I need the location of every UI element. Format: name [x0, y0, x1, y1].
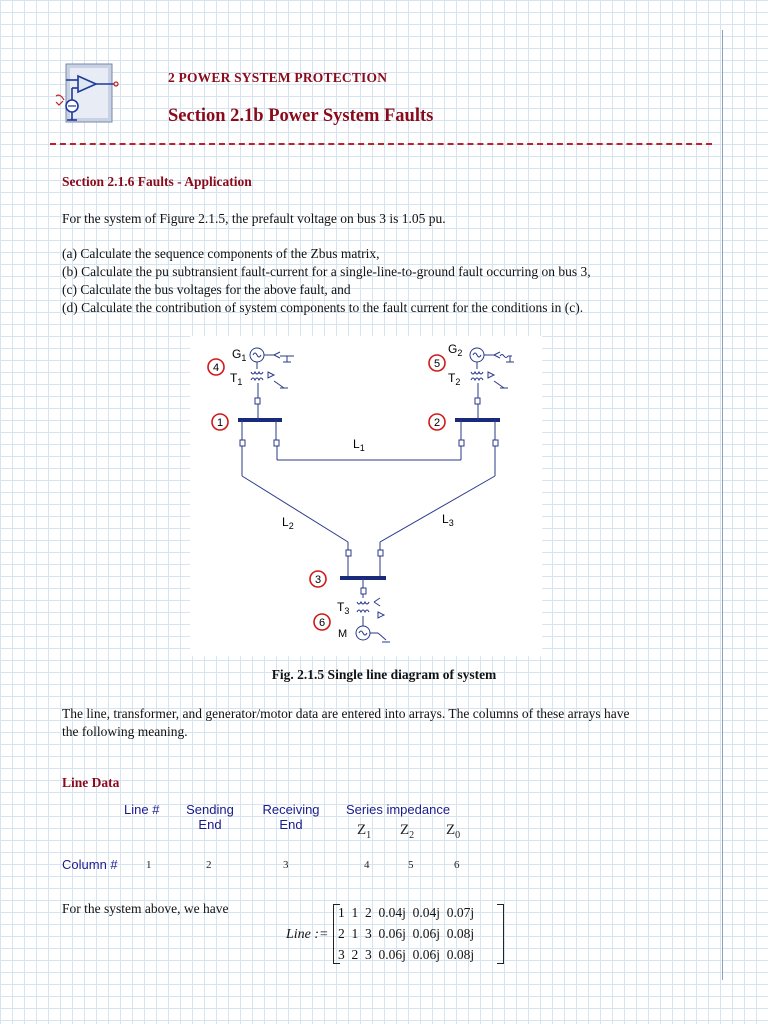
column-number: 4: [364, 859, 370, 871]
l1-label: L: [353, 437, 360, 451]
matrix-row: 2 1 3 0.06j 0.06j 0.08j: [338, 926, 475, 941]
task-b: (b) Calculate the pu subtransient fault-current for a single-line-to-ground fault occurring on bus 3,: [62, 264, 591, 279]
page-right-border: [722, 30, 723, 980]
matrix-row: 3 2 3 0.06j 0.06j 0.08j: [338, 947, 475, 962]
matrix-row: 1 1 2 0.04j 0.04j 0.07j: [338, 905, 475, 920]
subsection-heading: Section 2.1.6 Faults - Application: [62, 174, 252, 189]
g1-label: G: [232, 347, 242, 361]
t3-label: T: [337, 600, 345, 614]
z2-symbol: $Z_2$: [400, 822, 415, 841]
bus-1-number: 1: [216, 417, 224, 429]
t2-label: T: [448, 371, 456, 385]
chapter-heading: 2 POWER SYSTEM PROTECTION: [168, 70, 388, 85]
svg-text:L2: $L_2$: [282, 515, 294, 531]
svg-text:G2: $G_2$: [448, 342, 463, 358]
svg-text:L3: $L_3$: [442, 512, 454, 528]
svg-text:T2: $T_2$: [448, 371, 461, 387]
bus-2-number: 2: [433, 417, 441, 429]
line-matrix: [338, 902, 474, 965]
header-line-number: Line #: [124, 802, 160, 817]
element-4-number: 4: [212, 362, 220, 374]
matrix-right-bracket: [497, 904, 504, 964]
z0-symbol: $Z_0$: [446, 822, 461, 841]
svg-text:T1: $T_1$: [230, 371, 243, 387]
header-sending-end: Sending End: [186, 802, 234, 832]
svg-text:T3: $T_3$: [337, 600, 350, 616]
header-divider: [50, 143, 712, 145]
line-data-heading: Line Data: [62, 775, 120, 790]
element-5-number: 5: [433, 358, 441, 370]
task-list: [62, 245, 591, 317]
z1-symbol: $Z_1$: [357, 822, 372, 841]
bus-3-number: 3: [314, 574, 322, 586]
line-matrix-label: Line :=: [286, 927, 329, 942]
single-line-diagram: [190, 336, 542, 656]
g2-label: G: [448, 342, 458, 356]
matrix-intro-text: For the system above, we have: [62, 901, 229, 916]
column-number: 6: [454, 859, 460, 871]
section-title: Section 2.1b Power System Faults: [168, 106, 434, 126]
line-l3: [380, 476, 495, 542]
header-receiving-end: Receiving End: [262, 802, 320, 832]
motor-label: M: [338, 628, 348, 640]
description-text: The line, transformer, and generator/motor data are entered into arrays. The columns of these arrays have the following meaning.: [62, 706, 630, 739]
line-l2: [242, 476, 348, 542]
l2-label: L: [282, 515, 289, 529]
element-6-number: 6: [318, 617, 326, 629]
intro-text: For the system of Figure 2.1.5, the prefault voltage on bus 3 is 1.05 pu.: [62, 211, 446, 226]
task-a: (a) Calculate the sequence components of the Zbus matrix,: [62, 246, 380, 261]
task-c: (c) Calculate the bus voltages for the above fault, and: [62, 282, 351, 297]
column-number-label: Column #: [62, 857, 118, 872]
column-number: 3: [283, 859, 289, 871]
column-number: 2: [206, 859, 212, 871]
header-series-impedance: Series impedance: [346, 802, 451, 817]
t1-label: T: [230, 371, 238, 385]
task-d: (d) Calculate the contribution of system components to the fault current for the conditions in (c).: [62, 300, 584, 315]
svg-text:L1: $L_1$: [353, 437, 365, 453]
l3-label: L: [442, 512, 449, 526]
svg-text:G1: $G_1$: [232, 347, 247, 363]
figure-caption: Fig. 2.1.5 Single line diagram of system: [271, 667, 497, 682]
circuit-logo-icon: [52, 60, 132, 126]
column-number: 5: [408, 859, 414, 871]
column-number: 1: [146, 859, 152, 871]
